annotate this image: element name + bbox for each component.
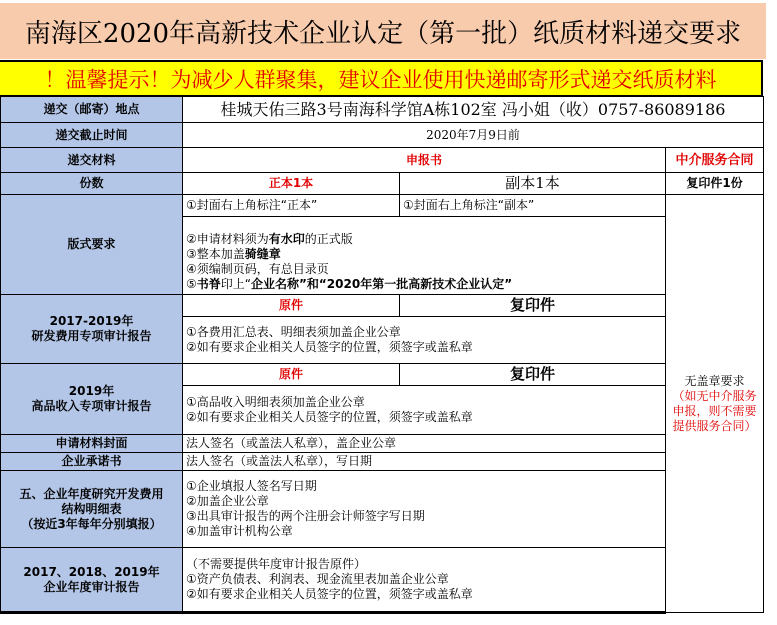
pledge-label: 企业承诺书 [1, 453, 183, 471]
row-cover [1, 435, 764, 453]
row-deadline [1, 123, 764, 148]
service-contract-header: 中介服务合同 [666, 148, 764, 173]
rd-table-items: ①企业填报人签名写日期 ②加盖企业公章 ③出具审计报告的两个注册会计师签字写日期 ④加盖审计机构公章 [183, 471, 666, 548]
contract-note-line1: 无盖章要求 [684, 373, 745, 388]
annual-audit-label: 2017、2018、2019年 企业年度审计报告 [1, 548, 183, 613]
hp-audit-copy: 复印件 [400, 364, 666, 386]
row-pledge [1, 453, 764, 471]
rd-audit-label: 2017-2019年 研发费用专项审计报告 [1, 295, 183, 364]
row-rd-table [1, 471, 764, 548]
cover-label: 申请材料封面 [1, 435, 183, 453]
annual-audit-items: （不需要提供年度审计报告原件） ①资产负债表、利润表、现金流里表加盖企业公章 ②如有要求企业相关人员签字的位置，须签字或盖私章 [183, 548, 666, 613]
row-hp-audit-1 [1, 364, 764, 386]
warm-tip-banner: ！温馨提示！为减少人群聚集，建议企业使用快递邮寄形式递交纸质材料 [0, 60, 763, 97]
row-rd-audit-1 [1, 295, 764, 317]
original-count: 正本1本 [183, 173, 400, 195]
deadline-value: 2020年7月9日前 [183, 123, 764, 148]
contract-note-cell [666, 195, 764, 613]
format-item-2: ②申请材料须为有水印的正式版 [186, 232, 353, 246]
format-original-note: ①封面右上角标注“正本” [183, 195, 400, 217]
cover-value: 法人签名（或盖法人私章），盖企业公章 [183, 435, 666, 453]
copies-label: 份数 [1, 173, 183, 195]
format-duplicate-note: ①封面右上角标注“副本” [400, 195, 666, 217]
materials-label: 递交材料 [1, 148, 183, 173]
hp-audit-items: ①高品收入明细表须加盖企业公章 ②如有要求企业相关人员签字的位置，须签字或盖私章 [183, 386, 666, 435]
page-title: 南海区2020年高新技术企业认定（第一批）纸质材料递交要求 [0, 3, 766, 59]
address-label: 递交（邮寄）地点 [1, 97, 183, 123]
rd-audit-copy: 复印件 [400, 295, 666, 317]
pledge-value: 法人签名（或盖法人私章），写日期 [183, 453, 666, 471]
hp-audit-original: 原件 [183, 364, 400, 386]
row-copies [1, 173, 764, 195]
contract-note-line3: 申报，则不需要 [672, 403, 757, 418]
row-address [1, 97, 764, 123]
format-item-3: ③整本加盖骑缝章 [186, 247, 281, 261]
row-annual-audit [1, 548, 764, 613]
format-item-4: ④须编制页码，有总目录页 [186, 262, 329, 276]
address-value: 桂城天佑三路3号南海科学馆A栋102室 冯小姐（收）0757-86089186 [183, 97, 764, 123]
duplicate-count: 副本1本 [400, 173, 666, 195]
row-materials [1, 148, 764, 173]
hp-audit-label: 2019年 高品收入专项审计报告 [1, 364, 183, 435]
rd-audit-items: ①各费用汇总表、明细表须加盖企业公章 ②如有要求企业相关人员签字的位置，须签字或盖私章 [183, 317, 666, 364]
contract-copy-count: 复印件1份 [666, 173, 764, 195]
row-format-1 [1, 195, 764, 217]
application-book-header: 申报书 [183, 148, 666, 173]
format-label: 版式要求 [1, 195, 183, 295]
format-items [183, 217, 666, 295]
format-item-5: ⑤书脊印上“企业名称”和“2020年第一批高新技术企业认定” [186, 277, 513, 291]
contract-note-line2: （如无中介服务 [672, 388, 757, 403]
contract-note-line4: 提供服务合同） [672, 418, 757, 433]
requirements-table [0, 96, 764, 614]
rd-audit-original: 原件 [183, 295, 400, 317]
rd-table-label: 五、企业年度研究开发费用 结构明细表 （按近3年每年分别填报） [1, 471, 183, 548]
deadline-label: 递交截止时间 [1, 123, 183, 148]
